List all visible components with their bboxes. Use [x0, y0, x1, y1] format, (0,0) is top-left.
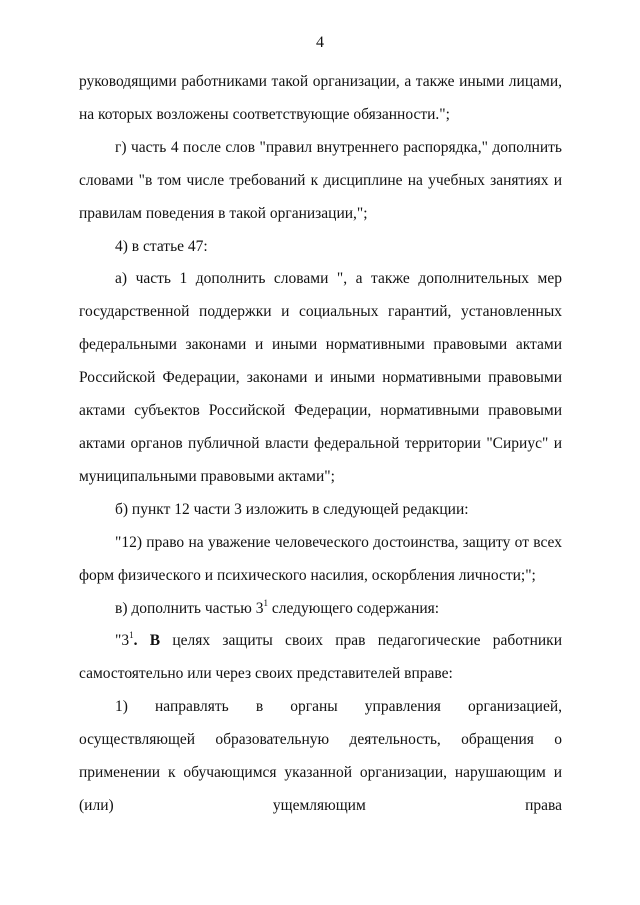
paragraph-quote-12: "12) право на уважение человеческого достоинства, защиту от всех форм физического и психического насилия, оскорбления личности;"; [79, 533, 562, 584]
paragraph-item-b: б) пункт 12 части 3 изложить в следующей редакции: [115, 500, 469, 518]
part-3-1-number: "3 [115, 632, 130, 650]
document-body [79, 66, 562, 823]
part-3-1-superscript: 1 [129, 630, 134, 641]
part-3-1-bold: . В [133, 632, 161, 650]
page-number: 4 [316, 34, 324, 51]
paragraph-item-v [79, 593, 562, 626]
paragraph-item-g: г) часть 4 после слов "правил внутреннего распорядка," дополнить словами "в том числе требований к дисциплине на учебных занятиях и правилам поведения в такой организации,"; [79, 138, 562, 222]
paragraph-part-3-1 [79, 625, 562, 691]
paragraph-continuation: руководящими работниками такой организации, а также иными лицами, на которых возложены соответствующие обязанности."; [79, 73, 562, 123]
item-v-text-end: следующего содержания: [267, 599, 440, 617]
item-v-superscript: 1 [263, 597, 268, 608]
item-v-text: в) дополнить частью 3 [115, 599, 264, 617]
part-3-1-text: целях защиты своих прав педагогические работники самостоятельно или через своих представителей вправе: [79, 632, 562, 683]
paragraph-item-4: 4) в статье 47: [115, 237, 208, 255]
paragraph-subitem-1: 1) направлять в органы управления организацией, осуществляющей образовательную деятельность, обращения о применении к обучающимся указанной организации, нарушающим и (или) ущемляющим права [79, 698, 562, 814]
paragraph-item-a: а) часть 1 дополнить словами ", а также дополнительных мер государственной поддержки и социальных гарантий, установленных федеральными законами и иными нормативными правовыми актами Российской Федерации, законами и иными нормативными правовыми актами субъектов Российской Федерации, нормативными правовыми актами органов публичной власти федеральной территории "Сириус" и муниципальными правовыми актами"; [79, 270, 562, 485]
